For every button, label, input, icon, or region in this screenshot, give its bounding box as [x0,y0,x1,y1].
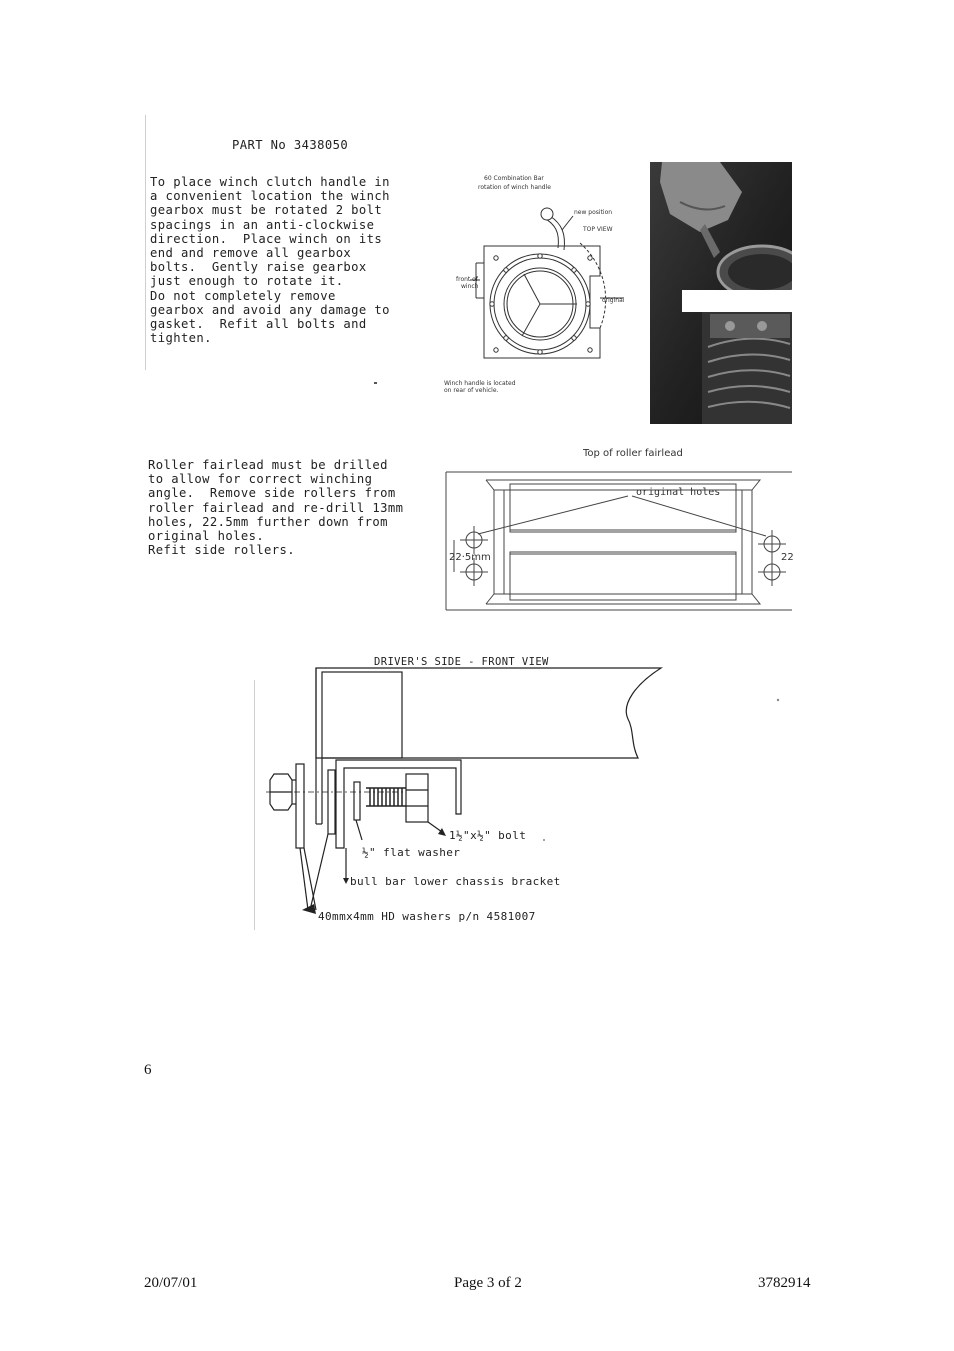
flat-washer-label: ½" flat washer [362,846,461,859]
diagram-winch: winch [461,283,479,290]
bolt-label: 1½"x½" bolt [449,829,527,842]
original-holes-label: original holes [636,487,721,498]
winch-photo [650,162,792,424]
diagram-new-position: new position [574,209,613,216]
dimension-left: 22·5mm [449,552,491,563]
scan-speck [374,382,377,384]
fairlead-diagram-title: Top of roller fairlead [583,448,683,459]
footer-date: 20/07/01 [144,1275,198,1291]
diagram-handle-note-2: on rear of vehicle. [444,387,499,394]
diagram-handle-note-1: Winch handle is located [444,380,516,387]
fairlead-diagram [440,468,794,614]
bracket-label: bull bar lower chassis bracket [350,875,561,888]
winch-instructions: To place winch clutch handle in a convenient location the winch gearbox must be rotated 2 bolt spacings in an anti-clockwise direction. Place winch on its end and remove all gearbox bolts. Gently raise gearbox just enough to rotate it. Do not completely remove gearbox and avoid any damage to gasket. Refit all bolts and tighten. [150,175,390,346]
part-number: PART No 3438050 [232,138,349,152]
hd-washers-label: 40mmx4mm HD washers p/n 4581007 [318,910,536,923]
diagram-top-view: TOP VIEW [583,226,613,233]
footer-doc-id: 3782914 [758,1275,811,1291]
front-view-title: DRIVER'S SIDE - FRONT VIEW [374,656,549,668]
diagram-front-of: front of [456,276,478,283]
diagram-caption-rotation: rotation of winch handle [478,184,551,191]
page-number: 6 [144,1062,152,1078]
diagram-original: original [602,297,625,304]
diagram-caption-bar: 60 Combination Bar [484,175,544,182]
scan-margin-line [145,115,146,370]
dimension-right: 22 [781,552,794,563]
fairlead-instructions: Roller fairlead must be drilled to allow for correct winching angle. Remove side rollers from roller fairlead and re-drill 13mm holes, 22.5mm further down from original holes. Refit side rollers. [148,458,404,558]
scan-margin-line [254,680,255,930]
footer-page: Page 3 of 2 [454,1275,522,1291]
